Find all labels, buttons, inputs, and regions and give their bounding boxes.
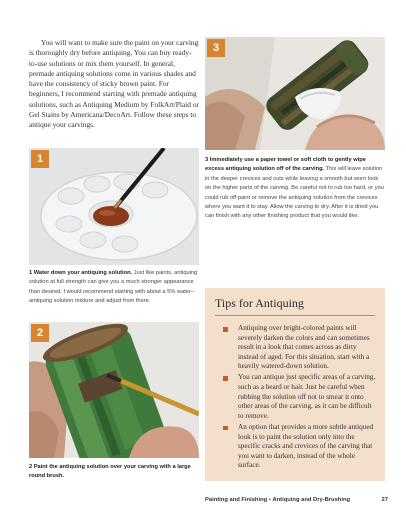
tips-title: Tips for Antiquing: [215, 296, 304, 310]
tips-divider: [215, 315, 375, 316]
tips-list: [219, 324, 377, 472]
step-2-photo: [29, 322, 199, 458]
footer-chapter: Painting and Finishing: [205, 497, 268, 503]
step-2-illustration: [29, 322, 199, 458]
step-3-badge: 3: [207, 39, 225, 57]
step-1-title: Water down your antiquing solution.: [33, 270, 133, 276]
step-3-illustration: [205, 37, 385, 150]
square-bullet-icon: [223, 376, 228, 381]
tip-item: [219, 423, 377, 471]
square-bullet-icon: [223, 426, 228, 431]
step-2-number: 2: [29, 464, 33, 470]
page-number: 27: [381, 497, 388, 503]
step-3-photo: [205, 37, 385, 150]
step-1-photo: [29, 148, 199, 265]
intro-paragraph: [29, 38, 199, 131]
step-1-illustration: [29, 148, 199, 265]
step-2-badge: 2: [31, 324, 49, 342]
intro-text: You will want to make sure the paint on your carving is thoroughly dry before antiquing. You can buy ready-to-use solutions or mix them yourself. In general, premade antiquing solutions come in various shades and have the consistency of sticky brown paint. For beginners, I recommend starting with premade antiquing solutions, such as Antiquing Medium by FolkArt/Plaid or Gel Stains by Americana/DecoArt. Follow these steps to antique your carvings.: [29, 38, 199, 130]
step-3-text: This will leave solution in the deeper crevices and cuts while leaving a smooth but worn look on the higher parts of the carving. Be careful not to rub too hard, or you could rub off paint or remove the antiquing solution from the crevices where you want it to stay. Allow the carving to dry. After it is dried you can finish with any other finishing product that you would like.: [205, 166, 384, 220]
step-2-caption: [29, 463, 199, 482]
step-1-caption: [29, 269, 199, 307]
footer-section: Antiquing and Dry-Brushing: [272, 497, 351, 503]
tip-text: Antiquing over bright-colored paints will severely darken the colors and can sometimes result in a look that comes across as dirty instead of aged. For this situation, start with a heavily watered-down solution.: [238, 324, 370, 371]
tip-item: [219, 373, 377, 421]
step-3-title: Immediately use a paper towel or soft cloth to gently wipe excess antiquing solution off of the carving.: [205, 157, 366, 173]
square-bullet-icon: [223, 327, 228, 332]
step-3-caption: [205, 156, 385, 222]
step-1-number: 1: [29, 270, 33, 276]
tip-item: [219, 324, 377, 372]
step-1-badge: 1: [31, 150, 49, 168]
page-footer: [205, 497, 388, 503]
step-1-text: Just like paints, antiquing solution at full strength can give you a much stronger appearance than desired. I would recommend starting with about a 5% water–antiquing solution mixture and adjust from there.: [29, 270, 198, 305]
step-2-title: Paint the antiquing solution over your carving with a large round brush.: [29, 464, 191, 480]
step-3-number: 3: [205, 157, 209, 163]
tip-text: An option that provides a more subtle antiqued look is to paint the solution only into the specific cracks and crevices of the carving that you want to darken, instead of the whole surface.: [238, 422, 374, 470]
tip-text: You can antique just specific areas of a carving, such as a beard or hair. Just be careful when rubbing the solution off not to smear it onto other areas of the carving, as it can be difficult to remove.: [238, 373, 376, 420]
tips-box: [205, 288, 385, 481]
footer-separator: •: [268, 497, 271, 503]
